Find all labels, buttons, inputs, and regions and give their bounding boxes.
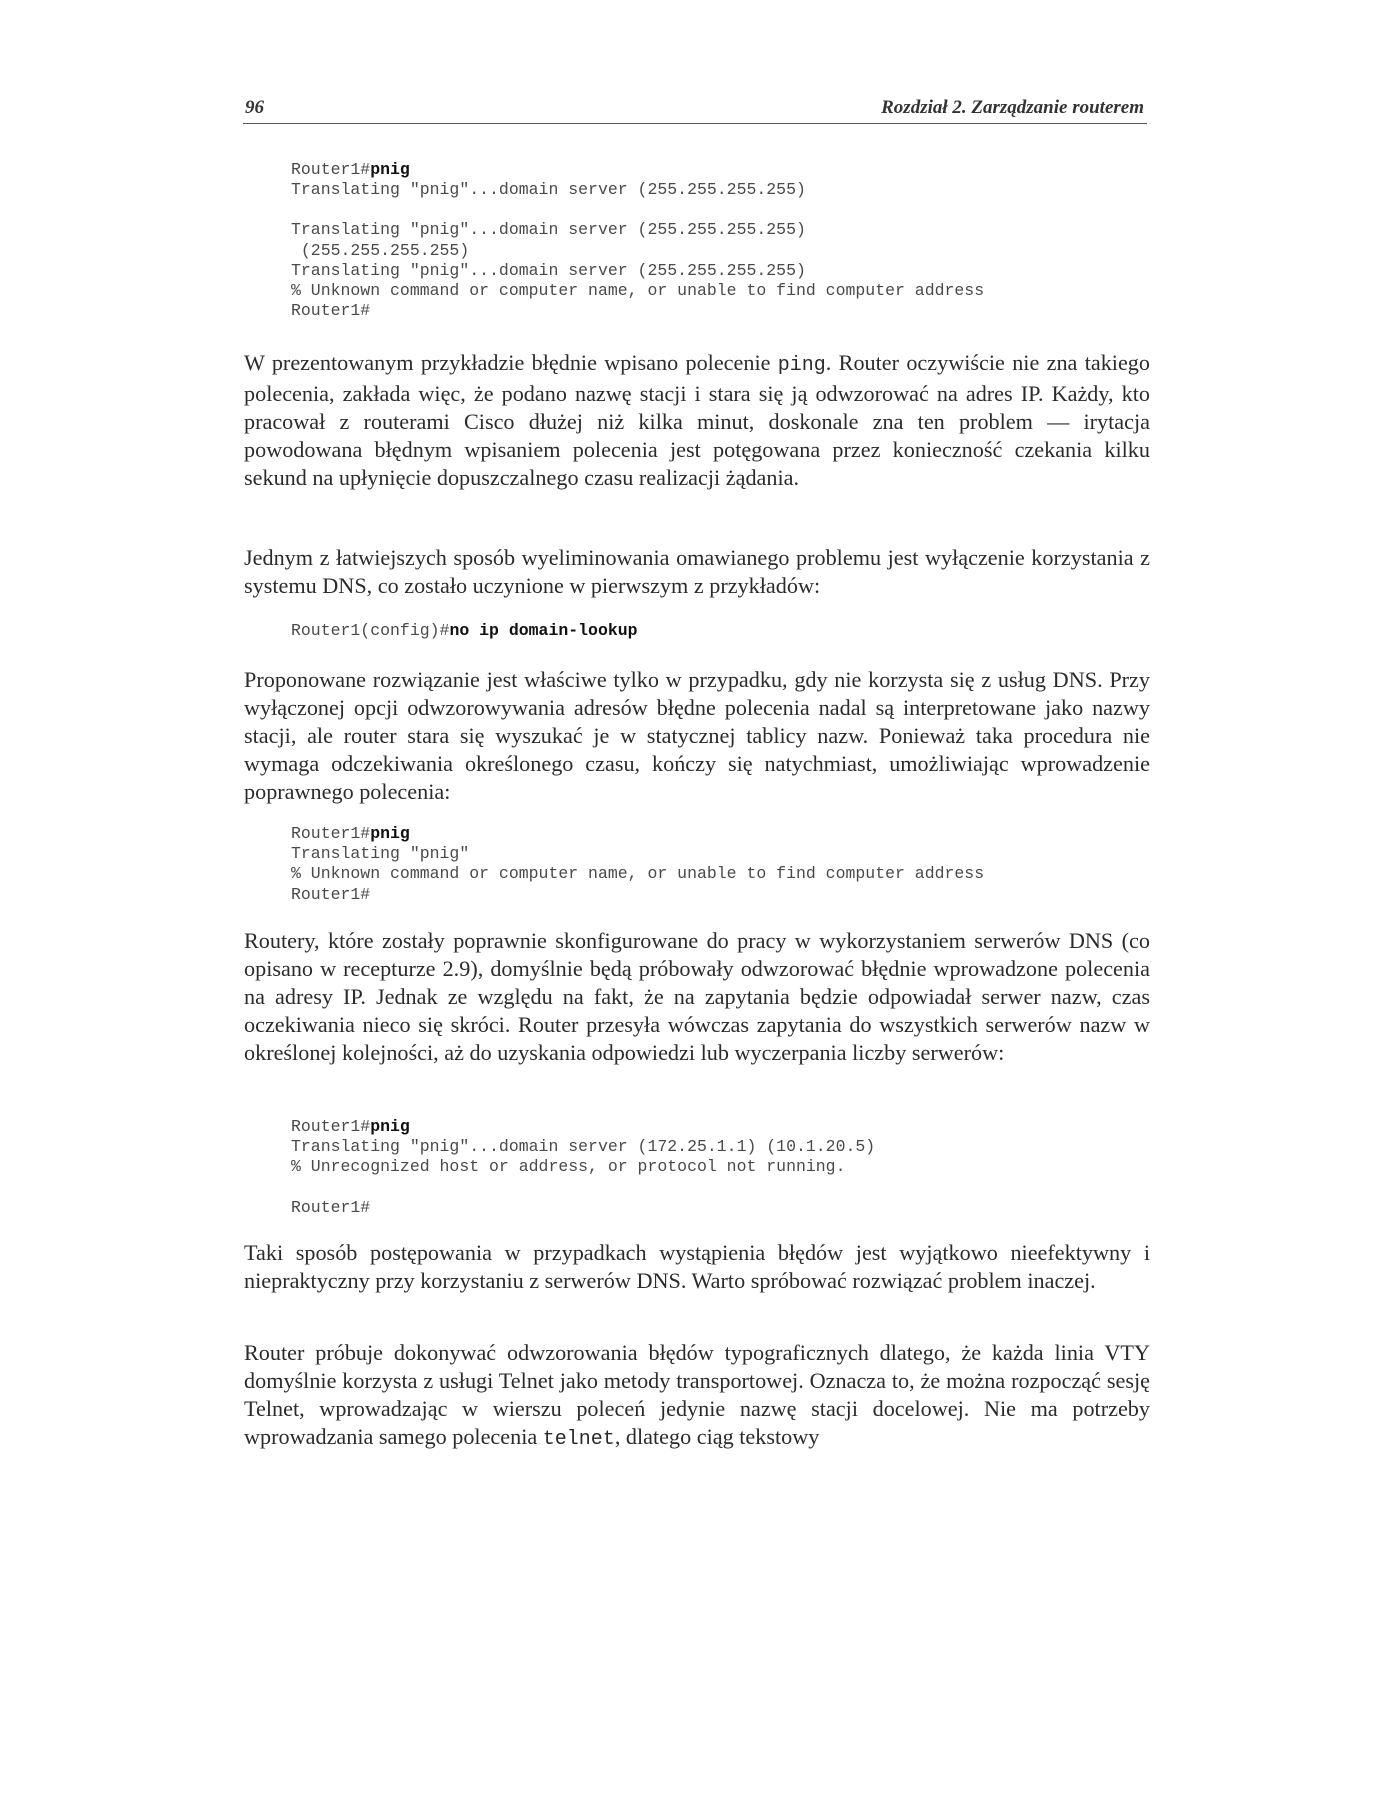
page-header (243, 97, 1147, 124)
code-line (291, 1117, 875, 1137)
code-line (291, 621, 638, 641)
paragraph-1-text: W prezentowanym przykładzie błędnie wpisano polecenie (244, 350, 778, 375)
code-line (291, 160, 984, 180)
code-command: no ip domain-lookup (449, 621, 638, 640)
code-prompt: Router1(config)# (291, 621, 450, 640)
code-listing-3 (291, 824, 984, 905)
code-line: % Unknown command or computer name, or unable to find computer address (291, 281, 985, 301)
code-listing-4 (291, 1117, 875, 1218)
code-line: Translating "pnig"...domain server (255.255.255.255) (291, 220, 806, 240)
code-blank-line (291, 1178, 875, 1198)
code-line (291, 824, 984, 844)
code-prompt: Router1# (291, 824, 371, 843)
code-line: Router1# (291, 1197, 371, 1217)
code-command: pnig (370, 160, 410, 179)
paragraph-2: Jednym z łatwiejszych sposób wyeliminowania omawianego problemu jest wyłączenie korzystania z systemu DNS, co zostało uczynione w pierwszym z przykładów: (244, 545, 1150, 598)
running-head: Rozdział 2. Zarządzanie routerem (881, 97, 1144, 118)
code-line: Translating "pnig"...domain server (172.25.1.1) (10.1.20.5) (291, 1137, 876, 1157)
paragraph-1 (244, 349, 1150, 492)
code-command: pnig (370, 824, 410, 843)
paragraph-6-text-cont: , dlatego ciąg tekstowy (614, 1424, 820, 1449)
paragraph-6-text: Router próbuje dokonywać odwzorowania błędów typograficznych dlatego, że każda linia VTY domyślnie korzysta z usługi Telnet jako metody transportowej. Oznacza to, że można rozpocząć sesję Telnet, wprowadzając w wierszu poleceń jedynie nazwę stacji docelowej. Nie ma potrzeby wprowadzania samego polecenia (244, 1340, 1150, 1449)
code-listing-2 (291, 621, 638, 641)
inline-code-ping: ping (777, 354, 826, 377)
code-prompt: Router1# (291, 160, 371, 179)
inline-code-telnet: telnet (542, 1428, 615, 1451)
code-line: (255.255.255.255) (291, 240, 470, 260)
code-line: % Unrecognized host or address, or protocol not running. (291, 1157, 846, 1177)
paragraph-5: Taki sposób postępowania w przypadkach wystąpienia błędów jest wyjątkowo nieefektywny i niepraktyczny przy korzystaniu z serwerów DNS. Warto spróbować rozwiązać problem inaczej. (244, 1240, 1150, 1293)
code-command: pnig (370, 1117, 410, 1136)
code-line: Translating "pnig"...domain server (255.255.255.255) (291, 180, 806, 200)
page-number: 96 (245, 97, 264, 118)
code-line: Translating "pnig" (291, 844, 470, 864)
paragraph-4: Routery, które zostały poprawnie skonfigurowane do pracy w wykorzystaniem serwerów DNS (co opisano w recepturze 2.9), domyślnie będą próbowały odwzorować błędnie wprowadzone polecenia na adresy IP. Jednak ze względu na fakt, że na zapytania będzie odpowiadał serwer nazw, czas oczekiwania nieco się skróci. Router przesyła wówczas zapytania do wszystkich serwerów nazw w określonej kolejności, aż do uzyskania odpowiedzi lub wyczerpania liczby serwerów: (244, 928, 1150, 1065)
paragraph-3: Proponowane rozwiązanie jest właściwe tylko w przypadku, gdy nie korzysta się z usług DNS. Przy wyłączonej opcji odwzorowywania adresów błędne polecenia nadal są interpretowane jako nazwy stacji, ale router stara się wyszukać je w statycznej tablicy nazw. Ponieważ taka procedura nie wymaga odczekiwania określonego czasu, kończy się natychmiast, umożliwiając wprowadzenie poprawnego polecenia: (244, 667, 1150, 804)
code-line: Router1# (291, 301, 371, 321)
code-blank-line (291, 200, 984, 220)
paragraph-6 (244, 1339, 1150, 1454)
code-prompt: Router1# (291, 1117, 371, 1136)
code-line: % Unknown command or computer name, or unable to find computer address (291, 864, 985, 884)
code-listing-1 (291, 160, 984, 321)
code-line: Router1# (291, 884, 371, 904)
code-line: Translating "pnig"...domain server (255.255.255.255) (291, 260, 806, 280)
paragraph-1-text-cont: . Router oczywiście nie zna takiego polecenia, zakłada więc, że podano nazwę stacji i stara się ją odwzorować na adres IP. Każdy, kto pracował z routerami Cisco dłużej niż kilka minut, doskonale zna ten problem — irytacja powodowana błędnym wpisaniem polecenia jest potęgowana przez konieczność czekania kilku sekund na upłynięcie dopuszczalnego czasu realizacji żądania. (244, 350, 1150, 490)
